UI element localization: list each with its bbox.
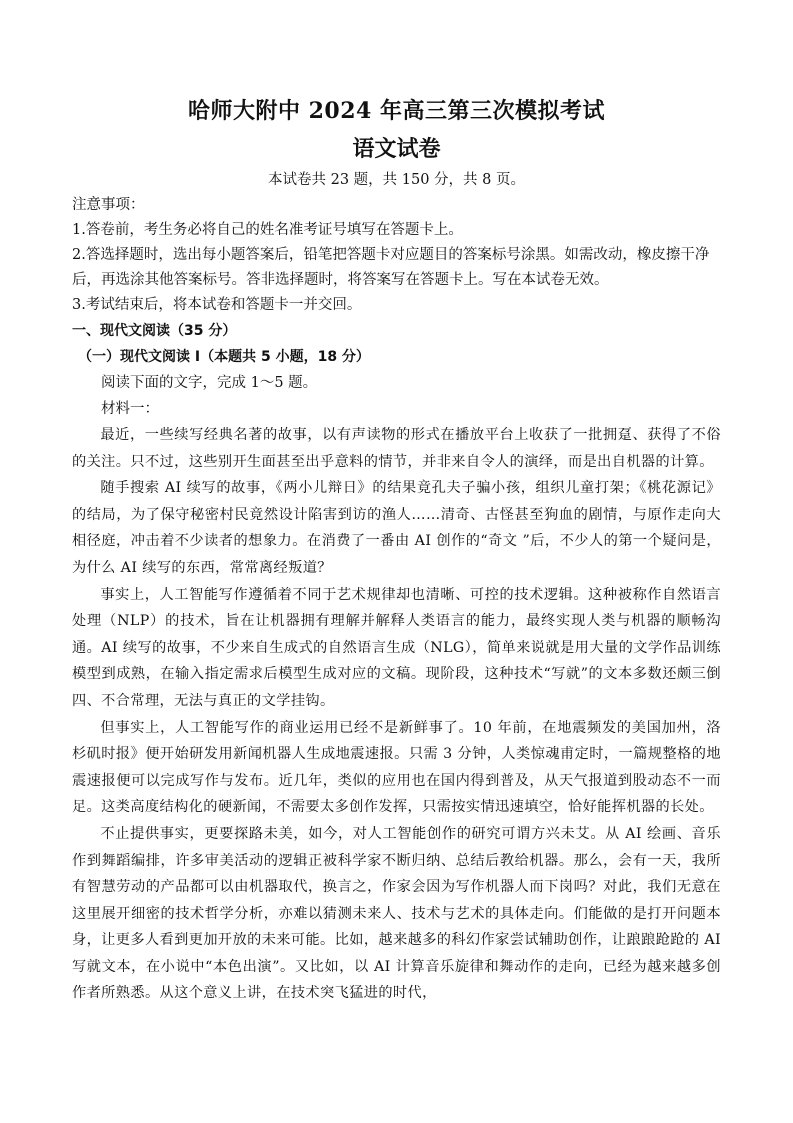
notice-block <box>72 193 721 318</box>
reading-instruction: 阅读下面的文字，完成 1～5 题。 <box>101 375 318 391</box>
paragraph: 不止提供事实，更要探路未美，如今，对人工智能创作的研究可谓方兴未艾。从 AI 绘画、音乐作到舞蹈编排，许多审美活动的逻辑正被科学家不断归纳、总结后教给机器。那么，会有一天，我所有智慧劳动的产品都可以由机器取代，换言之，作家会因为写作机器人而下岗吗？对此，我们无意在这里展开细密的技术哲学分析，亦难以猜测未来人、技术与艺术的具体走向。们能做的是打开问题本身，让更多人看到更加开放的未来可能。比如，越来越多的科幻作家尝试辅助创作，让踉踉跄跄的 AI 写就文本，在小说中“本色出演”。又比如，以 AI 计算音乐旋律和舞动作的走向，已经为越来越多创作者所熟悉。从这个意义上讲，在技术突飞猛进的时代， <box>72 825 721 1002</box>
notice-item: 1.答卷前，考生务必将自己的姓名准考证号填写在答题卡上。 <box>72 222 463 238</box>
material-label: 材料一： <box>101 401 159 417</box>
part-heading: （一）现代文阅读 I（本题共 5 小题，18 分） <box>78 349 370 365</box>
material-body <box>72 422 721 1007</box>
notice-item: 2.答选择题时，选出每小题答案后，铅笔把答题卡对应题目的答案标号涂黑。如需改动，橡皮擦干净后，再选涂其他答案标号。答非选择题时，将答案写在答题卡上。写在本试卷无效。 <box>72 247 710 288</box>
notice-heading: 注意事项： <box>72 197 145 213</box>
exam-subtitle: 语文试卷 <box>352 136 441 162</box>
paragraph: 随手搜索 AI 续写的故事，《两小儿辩日》的结果竟孔夫子骗小孩，组织儿童打架；《桃花源记》的结局，为了保守秘密村民竟然设计陷害到访的渔人……清奇、古怪甚至狗血的剧情，与原作走向大相径庭，冲击着不少读者的想象力。在消费了一番由 AI 创作的“奇文 ”后，不少人的第一个疑问是，为什么 AI 续写的东西，常常离经叛道？ <box>72 480 721 576</box>
paragraph: 但事实上，人工智能写作的商业运用已经不是新鲜事了。10 年前，在地震频发的美国加州，洛杉矶时报》便开始研发用新闻机器人生成地震速报。只需 3 分钟，人类惊魂甫定时，一篇规整格的地震速报便可以完成写作与发布。近几年，类似的应用也在国内得到普及，从天气报道到股动态不一而足。这类高度结构化的硬新闻，不需要太多创作发挥，只需按实情迅速填空，恰好能挥机器的长处。 <box>72 719 721 816</box>
paragraph: 最近，一些续写经典名著的故事，以有声读物的形式在播放平台上收获了一批拥趸、获得了不俗的关注。只不过，这些别开生面甚至出乎意料的情节，并非来自令人的演绎，而是出自机器的计算。 <box>72 427 721 470</box>
notice-item: 3.考试结束后，将本试卷和答题卡一并交回。 <box>72 297 362 313</box>
exam-meta: 本试卷共 23 题，共 150 分，共 8 页。 <box>267 172 525 188</box>
paragraph: 事实上，人工智能写作遵循着不同于艺术规律却也清晰、可控的技术逻辑。这种被称作自然语言处理（NLP）的技术，旨在让机器拥有理解并解释人类语言的能力，最终实现人类与机器的顺畅沟通。AI 续写的故事，不少来自生成式的自然语言生成（NLG），简单来说就是用大量的文学作品训练模型到成熟，在输入指定需求后模型生成对应的文稿。现阶段，这种技术“写就”的文本多数还颇三倒四、不合常理，无法与真正的文学挂钩。 <box>72 586 721 709</box>
exam-title: 哈师大附中 2024 年高三第三次模拟考试 <box>187 98 606 124</box>
section-heading: 一、现代文阅读（35 分） <box>72 323 237 339</box>
